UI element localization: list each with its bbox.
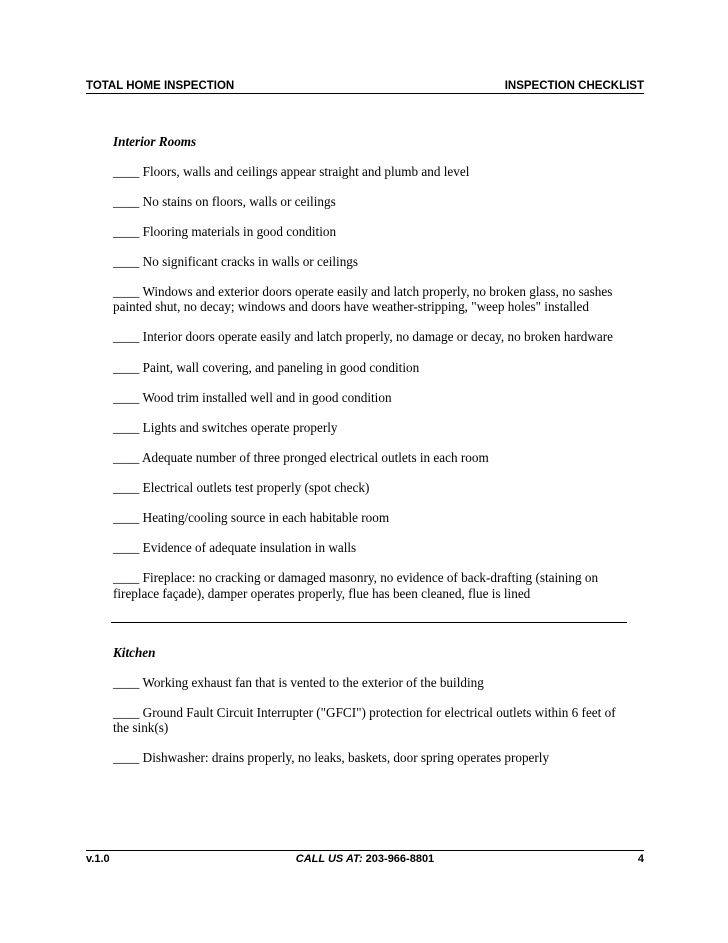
checkbox-blank-line: ____	[113, 389, 140, 405]
checklist-item	[113, 420, 625, 436]
checkbox-blank-line: ____	[113, 359, 140, 375]
checkbox-blank-line: ____	[113, 253, 140, 269]
checklist-item-text: Working exhaust fan that is vented to the exterior of the building	[142, 674, 484, 690]
footer-page-number: 4	[637, 853, 644, 865]
checklist-item	[113, 390, 625, 406]
checklist-item-text: Evidence of adequate insulation in walls	[142, 540, 357, 556]
checklist-item	[113, 750, 625, 766]
checklist-item-text: Paint, wall covering, and paneling in good condition	[142, 359, 420, 375]
checkbox-blank-line: ____	[113, 449, 140, 465]
checklist-item	[113, 194, 625, 210]
section-divider	[111, 622, 627, 623]
checkbox-blank-line: ____	[113, 419, 140, 435]
checkbox-blank-line: ____	[113, 570, 140, 586]
checkbox-blank-line: ____	[113, 329, 140, 345]
checklist-item	[113, 510, 625, 526]
checklist-item-text: Adequate number of three pronged electrical outlets in each room	[141, 449, 489, 465]
checklist-item-text: No significant cracks in walls or ceilings	[142, 253, 359, 269]
checkbox-blank-line: ____	[113, 479, 140, 495]
section-title: Kitchen	[113, 645, 156, 661]
section-kitchen	[113, 645, 625, 766]
checklist-item	[113, 450, 625, 466]
checklist-item	[113, 705, 625, 736]
checklist-item-text: Interior doors operate easily and latch properly, no damage or decay, no broken hardware	[142, 329, 613, 345]
checkbox-blank-line: ____	[113, 223, 140, 239]
checklist-item	[113, 360, 625, 376]
checklist-item	[113, 570, 625, 601]
checklist-item	[113, 254, 625, 270]
checkbox-blank-line: ____	[113, 674, 140, 690]
checklist-item-text: Heating/cooling source in each habitable room	[142, 510, 390, 526]
header-company-name: TOTAL HOME INSPECTION	[86, 80, 235, 92]
checklist-item-text: Wood trim installed well and in good condition	[142, 389, 392, 405]
checklist-item	[113, 164, 625, 180]
checkbox-blank-line: ____	[113, 750, 140, 766]
checklist-item-text: Lights and switches operate properly	[142, 419, 338, 435]
checklist-item	[113, 224, 625, 240]
footer-version: v.1.0	[86, 853, 110, 865]
checklist-item-text: Fireplace: no cracking or damaged masonry, no evidence of back-drafting (staining on fireplace façade), damper operates properly, flue has been cleaned, flue is lined	[113, 570, 599, 601]
header-document-title: INSPECTION CHECKLIST	[504, 80, 644, 92]
checklist-item-text: Ground Fault Circuit Interrupter ("GFCI") protection for electrical outlets within 6 feet of the sink(s)	[113, 704, 616, 736]
checkbox-blank-line: ____	[113, 193, 140, 209]
checklist-item	[113, 329, 625, 345]
checklist-item	[113, 540, 625, 556]
section-interior-rooms	[113, 134, 625, 601]
footer-call-label: CALL US AT:	[295, 853, 363, 865]
checkbox-blank-line: ____	[113, 283, 140, 299]
checkbox-blank-line: ____	[113, 163, 140, 179]
checklist-item-text: Dishwasher: drains properly, no leaks, baskets, door spring operates properly	[142, 750, 550, 766]
checklist-content	[113, 134, 625, 781]
checklist-item-text: Windows and exterior doors operate easily and latch properly, no broken glass, no sashes painted shut, no decay; windows and doors have weather-stripping, "weep holes" installed	[113, 283, 613, 315]
checklist-item	[113, 284, 625, 315]
checklist-item	[113, 675, 625, 691]
checklist-item-text: Flooring materials in good condition	[142, 223, 337, 239]
footer-phone: 203-966-8801	[365, 853, 435, 865]
section-title: Interior Rooms	[113, 134, 197, 149]
page-footer	[86, 850, 644, 865]
footer-contact	[86, 853, 644, 865]
checkbox-blank-line: ____	[113, 540, 140, 556]
checklist-item	[113, 480, 625, 496]
checklist-item-text: No stains on floors, walls or ceilings	[142, 193, 336, 209]
checkbox-blank-line: ____	[113, 704, 140, 720]
checkbox-blank-line: ____	[113, 510, 140, 526]
checklist-item-text: Electrical outlets test properly (spot check)	[142, 479, 370, 495]
checklist-item-text: Floors, walls and ceilings appear straight and plumb and level	[142, 163, 470, 179]
page-header	[86, 80, 644, 94]
